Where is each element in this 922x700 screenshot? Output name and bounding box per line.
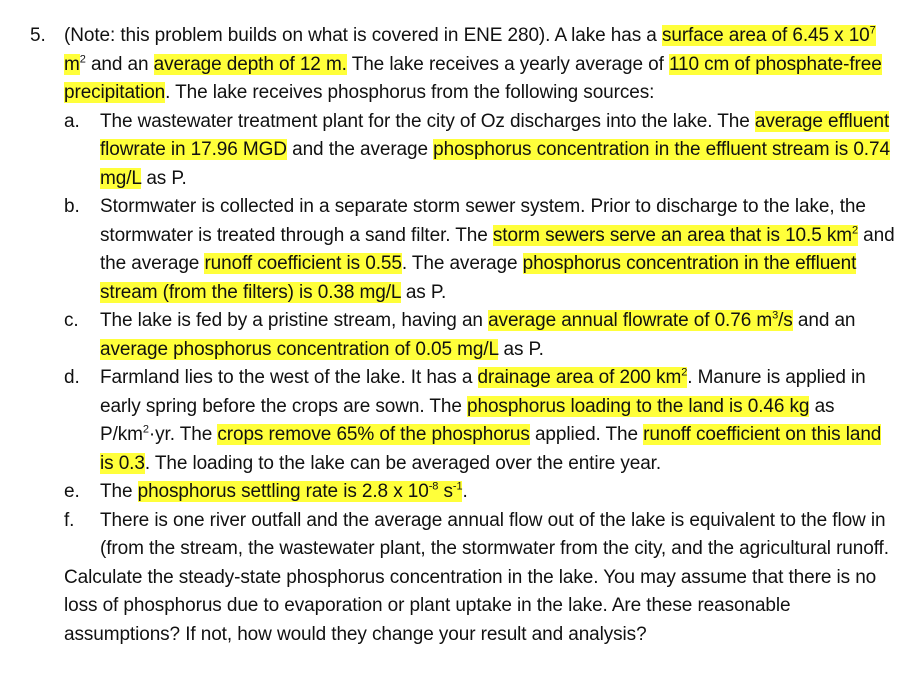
text-run: as P.	[141, 167, 187, 189]
text-run: 2	[142, 423, 149, 436]
highlighted-text: average effluent flowrate in 17.96 MGD	[100, 110, 890, 160]
text-run: (Note: this problem builds on what is covered in ENE 280). A lake has a	[64, 25, 662, 46]
highlighted-text: s	[438, 481, 453, 502]
highlighted-text: average phosphorus concentration of 0.05 mg/L	[100, 338, 499, 360]
text-run: Stormwater is collected in a separate storm sewer system. Prior to discharge to the lake, the stormwater is treated through a sand filter. The	[100, 196, 866, 246]
source-item-label: c.	[64, 310, 79, 331]
source-item-text	[100, 108, 898, 194]
source-item-a	[64, 108, 898, 194]
highlighted-text: phosphorus settling rate is 2.8 x 10	[137, 481, 429, 502]
highlight	[662, 25, 870, 46]
source-item-e	[64, 478, 898, 507]
text-run: as P.	[498, 338, 544, 360]
text-run: The lake receives a yearly average of	[346, 53, 669, 75]
text-run: 2	[79, 53, 86, 66]
source-item-f	[64, 507, 898, 564]
highlighted-text: average depth of 12 m.	[153, 53, 347, 75]
highlight	[154, 54, 347, 75]
text-run: and an	[85, 53, 154, 75]
text-run: Farmland lies to the west of the lake. It has a	[100, 367, 478, 388]
source-item-d	[64, 364, 898, 478]
highlighted-text: runoff coefficient is 0.55	[204, 253, 402, 274]
text-run: There is one river outfall and the average annual flow out of the lake is equivalent to the flow in (from the stream, the wastewater plant, the stormwater from the city, and the agricultural runoff.	[100, 509, 889, 559]
highlighted-text: m	[64, 53, 80, 75]
source-item-text	[100, 193, 898, 307]
source-item-text	[100, 307, 898, 364]
highlighted-text: crops remove 65% of the phosphorus	[217, 424, 530, 445]
superscript	[429, 481, 439, 493]
source-item-label: b.	[64, 196, 80, 217]
problem-number: 5.	[30, 25, 46, 46]
highlight	[478, 367, 682, 388]
highlight	[204, 253, 401, 274]
highlight	[493, 225, 852, 246]
highlighted-text: 110 cm of phosphate-free precipitation	[64, 53, 882, 103]
text-run: The wastewater treatment plant for the city of Oz discharges into the lake. The	[100, 110, 755, 132]
text-run: and an	[792, 310, 856, 331]
highlight	[429, 481, 439, 502]
text-run: ·yr. The	[148, 424, 218, 445]
highlight	[467, 396, 809, 417]
highlighted-text: phosphorus concentration in the effluent stream (from the filters) is 0.38 mg/L	[100, 253, 857, 303]
highlighted-text: surface area of 6.45 x 10	[661, 25, 870, 46]
source-item-label: d.	[64, 367, 80, 388]
highlighted-text: 2	[851, 224, 858, 237]
text-run: The	[100, 481, 138, 502]
closing-question: Calculate the steady-state phosphorus concentration in the lake. You may assume that there is no loss of phosphorus due to evaporation or plant uptake in the lake. Are these reasonable assumptions? If not, how would they change your result and analysis?	[64, 566, 877, 645]
text-run: and the average	[100, 224, 895, 274]
highlighted-text: average annual flowrate of 0.76 m	[488, 310, 773, 331]
highlighted-text: phosphorus concentration in the effluent stream is 0.74 mg/L	[100, 139, 890, 189]
text-run: .	[462, 481, 468, 502]
highlighted-text: 7	[869, 24, 876, 37]
source-item-b	[64, 193, 898, 307]
source-item-label: e.	[64, 481, 80, 502]
highlight	[438, 481, 453, 502]
highlighted-text: drainage area of 200 km	[477, 367, 682, 388]
text-run: . The lake receives phosphorus from the following sources:	[165, 82, 655, 103]
text-run: . The average	[401, 253, 523, 274]
highlighted-text: 3	[772, 309, 779, 322]
highlighted-text: phosphorus loading to the land is 0.46 kg	[467, 395, 810, 417]
problem-intro-text	[64, 22, 898, 108]
text-run: and the average	[286, 139, 434, 160]
text-run: applied. The	[529, 424, 644, 445]
highlight	[217, 424, 529, 445]
highlighted-text: 2	[681, 366, 688, 379]
highlight	[100, 339, 498, 360]
text-run: The lake is fed by a pristine stream, having an	[100, 310, 489, 331]
source-list	[64, 108, 898, 564]
highlighted-text: -1	[452, 480, 463, 493]
highlighted-text: runoff coefficient on this land is 0.3	[100, 424, 882, 474]
text-run: as P/km	[100, 395, 835, 445]
highlight	[488, 310, 772, 331]
text-run: as P.	[400, 281, 447, 303]
source-item-text	[100, 507, 898, 564]
highlight	[778, 310, 793, 331]
source-item-c	[64, 307, 898, 364]
highlighted-text: -8	[428, 480, 439, 493]
source-item-label: f.	[64, 509, 75, 531]
highlight	[64, 54, 80, 75]
text-run: . Manure is applied in early spring before the crops are sown. The	[100, 367, 866, 417]
highlighted-text: storm sewers serve an area that is 10.5 km	[492, 224, 852, 246]
source-item-text	[100, 478, 898, 507]
source-item-text	[100, 364, 898, 478]
highlighted-text: /s	[778, 310, 793, 331]
highlight	[870, 25, 876, 46]
superscript	[870, 25, 876, 37]
text-run: . The loading to the lake can be averaged over the entire year.	[144, 452, 662, 474]
highlight	[138, 481, 429, 502]
source-item-label: a.	[64, 110, 80, 132]
problem-intro	[30, 22, 898, 108]
